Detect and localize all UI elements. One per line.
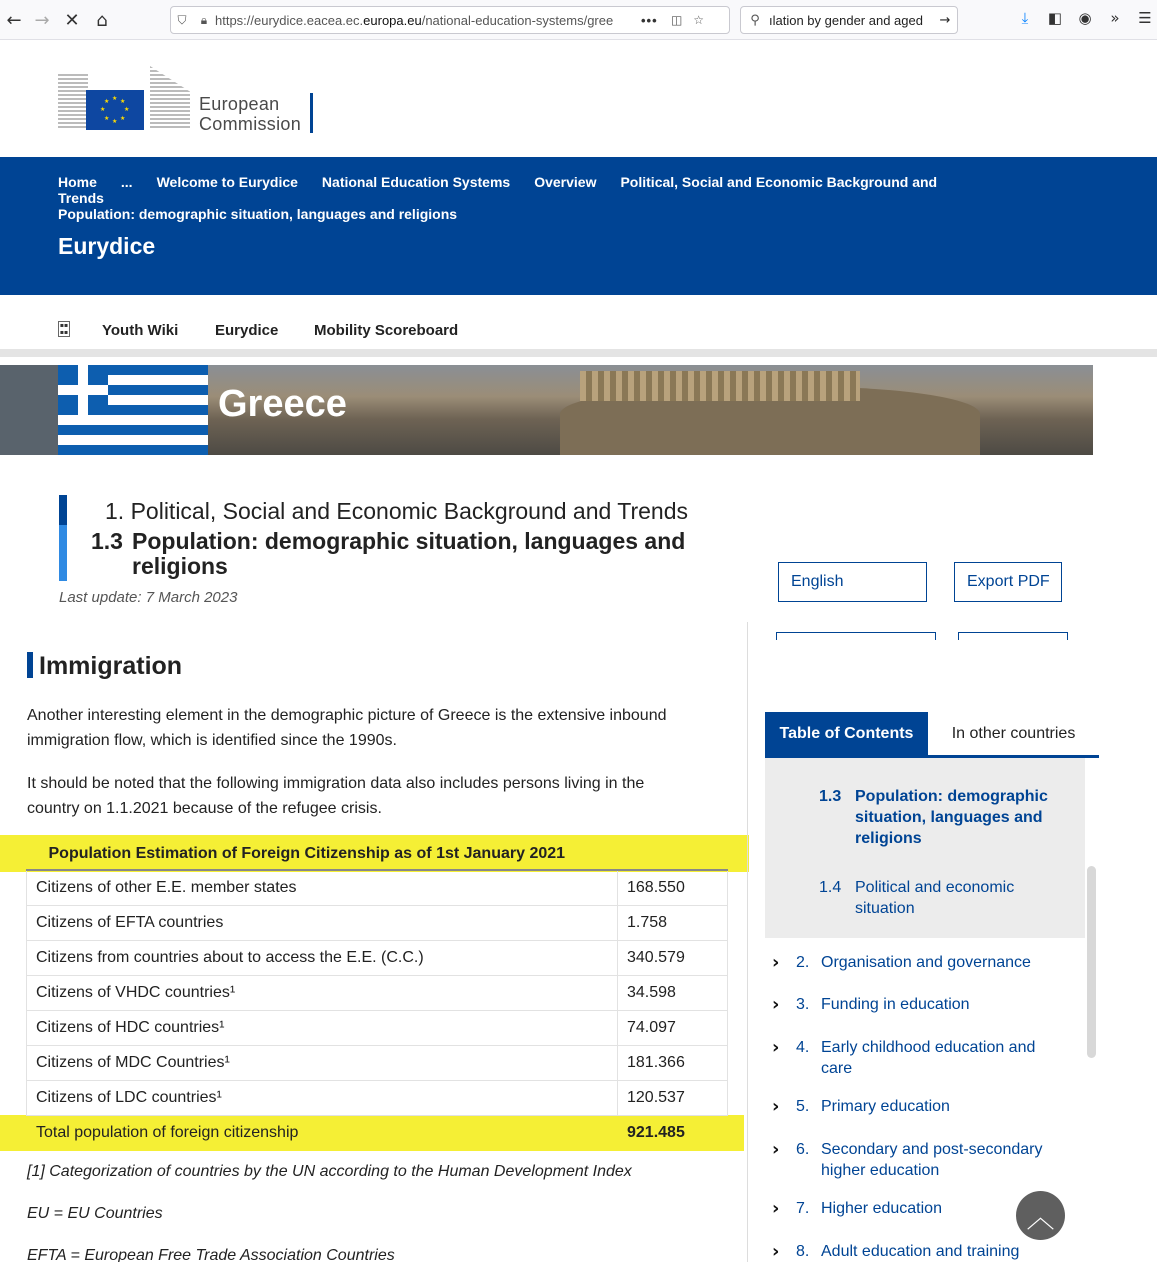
toc-item-title: Funding in education (821, 996, 970, 1013)
toc-item-num: 6. (796, 1141, 810, 1158)
toc-item-6[interactable] (772, 1139, 1062, 1181)
page-actions-icon[interactable]: ••• (641, 12, 658, 28)
toc-item-title: Higher education (821, 1200, 942, 1217)
toc-scrollbar[interactable] (1087, 866, 1096, 1058)
table-header-row (27, 838, 728, 870)
row-label: Citizens of EFTA countries (27, 905, 618, 940)
forward-icon[interactable]: → (34, 9, 50, 31)
chevron-right-icon[interactable]: › (772, 1139, 780, 1160)
country-title: Greece (218, 383, 347, 425)
row-value: 340.579 (618, 940, 728, 975)
nav-mobility-scoreboard[interactable]: Mobility Scoreboard (314, 322, 459, 339)
breadcrumb-chapter[interactable]: Political, Social and Economic Background and Trends (58, 174, 938, 206)
url-text[interactable]: https://eurydice.eacea.ec.europa.eu/national-education-systems/gree (215, 12, 614, 28)
hero-columns (580, 371, 860, 401)
row-value: 168.550 (618, 870, 728, 905)
site-title[interactable]: Eurydice (58, 233, 156, 259)
total-value: 921.485 (618, 1115, 728, 1150)
section-title-line1: Population: demographic situation, languages and (132, 528, 686, 554)
pocket-icon[interactable]: ◫ (670, 13, 683, 27)
tab-table-of-contents[interactable]: Table of Contents (765, 712, 928, 755)
search-go-icon[interactable]: → (939, 12, 951, 28)
table-row (27, 1080, 728, 1115)
download-icon[interactable]: ⤓ (1021, 9, 1029, 27)
footnote: [1] Categorization of countries by the UN according to the Human Development Index (27, 1163, 632, 1180)
toc-subitem-1-3[interactable] (819, 786, 1069, 849)
row-value: 74.097 (618, 1010, 728, 1045)
table-row (27, 1010, 728, 1045)
language-button[interactable]: English (778, 562, 927, 602)
toc-item-num: 5. (796, 1098, 810, 1115)
logo-text-line1: European (199, 94, 280, 114)
bookmark-star-icon[interactable]: ☆ (693, 13, 705, 27)
breadcrumb-current: Population: demographic situation, languages and religions (58, 206, 458, 222)
toc-item-title: Secondary and post-secondary higher education (821, 1141, 1043, 1179)
breadcrumb-national-systems[interactable]: National Education Systems (321, 174, 511, 190)
logo-text (199, 94, 301, 134)
main-content (0, 622, 748, 1262)
table-row (27, 975, 728, 1010)
chevron-right-icon[interactable]: › (772, 1198, 780, 1219)
back-to-top-button[interactable] (1016, 1191, 1065, 1240)
logo-lines (58, 74, 88, 130)
menu-icon[interactable]: ☰ (1138, 9, 1152, 27)
toc-item-num: 8. (796, 1243, 810, 1260)
home-icon[interactable]: ⌂ (96, 9, 108, 31)
app-grid-icon[interactable]: ▪▪ ▪▪ (59, 322, 69, 336)
chevron-up-icon: ︿ (1026, 1200, 1055, 1234)
ghost-button-edge (958, 632, 1068, 640)
paragraph-1-line1: Another interesting element in the demographic picture of Greece is the extensive inbound (27, 707, 667, 724)
table-title: Population Estimation of Foreign Citizenship as of 1st January 2021 (27, 838, 728, 870)
eu-flag-icon: ★ ★ ★ ★ ★ ★ ★ ★ (86, 90, 144, 130)
table-row (27, 940, 728, 975)
total-label: Total population of foreign citizenship (27, 1115, 618, 1150)
overflow-icon[interactable]: » (1110, 9, 1120, 27)
hero-right-blank (1093, 365, 1157, 455)
breadcrumb-ellipsis[interactable]: ... (120, 174, 133, 190)
section-title-line2: religions (132, 553, 228, 579)
title-accent-light (59, 525, 67, 581)
toc-subitem-num: 1.3 (819, 788, 842, 805)
sub-navigation (0, 295, 1157, 357)
chapter-title: 1. Political, Social and Economic Background and Trends (105, 498, 688, 524)
ghost-button-edge (776, 632, 936, 640)
back-icon[interactable]: ← (6, 9, 22, 31)
sidebar-toggle-icon[interactable]: ◧ (1047, 9, 1063, 27)
row-label: Citizens of VHDC countries¹ (27, 975, 618, 1010)
table-row (27, 1045, 728, 1080)
nav-eurydice[interactable]: Eurydice (215, 322, 279, 339)
stop-icon[interactable]: ✕ (64, 9, 80, 31)
section-number: 1.3 (91, 528, 123, 554)
chevron-right-icon[interactable]: › (772, 994, 780, 1015)
ec-header (0, 40, 1157, 156)
logo-bar (310, 93, 313, 133)
paragraph-1-line2: immigration flow, which is identified since the 1990s. (27, 732, 397, 749)
toc-item-num: 2. (796, 954, 810, 971)
toc-item-title: Organisation and governance (821, 954, 1031, 971)
toc-subitem-title: Population: demographic situation, languages and religions (855, 788, 1048, 847)
row-label: Citizens of other E.E. member states (27, 870, 618, 905)
toc-item-2[interactable] (772, 952, 1072, 973)
table-total-row (27, 1115, 728, 1150)
toc-item-num: 7. (796, 1200, 810, 1217)
last-update: Last update: 7 March 2023 (59, 589, 238, 606)
chevron-right-icon[interactable]: › (772, 1037, 780, 1058)
paragraph-2-line1: It should be noted that the following immigration data also includes persons living in the (27, 775, 645, 792)
paragraph-2-line2: country on 1.1.2021 because of the refugee crisis. (27, 800, 382, 817)
breadcrumb-home[interactable]: Home (58, 174, 97, 190)
greece-flag-icon (58, 365, 208, 455)
breadcrumb-overview[interactable]: Overview (534, 174, 597, 190)
paragraph-1 (27, 703, 727, 753)
paragraph-2 (27, 771, 727, 821)
row-value: 1.758 (618, 905, 728, 940)
site-banner (0, 157, 1157, 295)
row-value: 34.598 (618, 975, 728, 1010)
toc-item-3[interactable] (772, 994, 1072, 1015)
toc-subsections (765, 758, 1085, 938)
toc-item-title: Early childhood education and care (821, 1039, 1036, 1077)
browser-toolbar (0, 0, 1157, 40)
sidebar-divider (747, 622, 748, 1262)
search-text[interactable]: ılation by gender and aged (769, 12, 923, 28)
toc-item-5[interactable] (772, 1096, 1072, 1117)
row-value: 181.366 (618, 1045, 728, 1080)
toc-item-num: 3. (796, 996, 810, 1013)
account-icon[interactable]: ◉ (1078, 9, 1092, 27)
toc-subitem-1-4[interactable] (819, 877, 1069, 919)
toc-item-title: Primary education (821, 1098, 950, 1115)
search-bar[interactable] (740, 6, 958, 34)
population-table (26, 838, 728, 1151)
country-hero (0, 365, 1157, 455)
logo-lines-right (150, 66, 190, 130)
row-value: 120.537 (618, 1080, 728, 1115)
breadcrumb (58, 174, 958, 222)
title-accent-dark (59, 495, 67, 525)
export-pdf-button[interactable]: Export PDF (954, 562, 1062, 602)
row-label: Citizens of HDC countries¹ (27, 1010, 618, 1045)
toc-item-title: Adult education and training (821, 1243, 1020, 1260)
row-label: Citizens from countries about to access the E.E. (C.C.) (27, 940, 618, 975)
eu-note: EU = EU Countries (27, 1205, 163, 1222)
efta-note: EFTA = European Free Trade Association Countries (27, 1247, 395, 1262)
toc-item-4[interactable] (772, 1037, 1062, 1079)
section-heading: Immigration (27, 652, 182, 681)
chevron-right-icon[interactable]: › (772, 952, 780, 973)
logo-text-line2: Commission (199, 114, 302, 134)
toc-subitem-title: Political and economic situation (855, 879, 1015, 917)
table-row (27, 905, 728, 940)
toc-subitem-num: 1.4 (819, 879, 842, 896)
shield-icon[interactable]: ⛉ (177, 12, 187, 27)
breadcrumb-welcome[interactable]: Welcome to Eurydice (156, 174, 298, 190)
ec-logo[interactable] (58, 66, 318, 136)
chevron-right-icon[interactable]: › (772, 1241, 780, 1262)
tab-other-countries[interactable]: In other countries (951, 724, 1076, 742)
toc-tabs (765, 712, 1099, 758)
table-row (27, 870, 728, 905)
row-label: Citizens of MDC Countries¹ (27, 1045, 618, 1080)
toc-item-8[interactable] (772, 1241, 1072, 1262)
lock-icon[interactable]: 🔒︎ (200, 12, 208, 27)
url-bar[interactable] (170, 6, 730, 34)
nav-youth-wiki[interactable]: Youth Wiki (102, 322, 179, 339)
chevron-right-icon[interactable]: › (772, 1096, 780, 1117)
row-label: Citizens of LDC countries¹ (27, 1080, 618, 1115)
toc-item-num: 4. (796, 1039, 810, 1056)
search-icon: ⚲ (750, 12, 760, 28)
page-title (91, 529, 731, 579)
